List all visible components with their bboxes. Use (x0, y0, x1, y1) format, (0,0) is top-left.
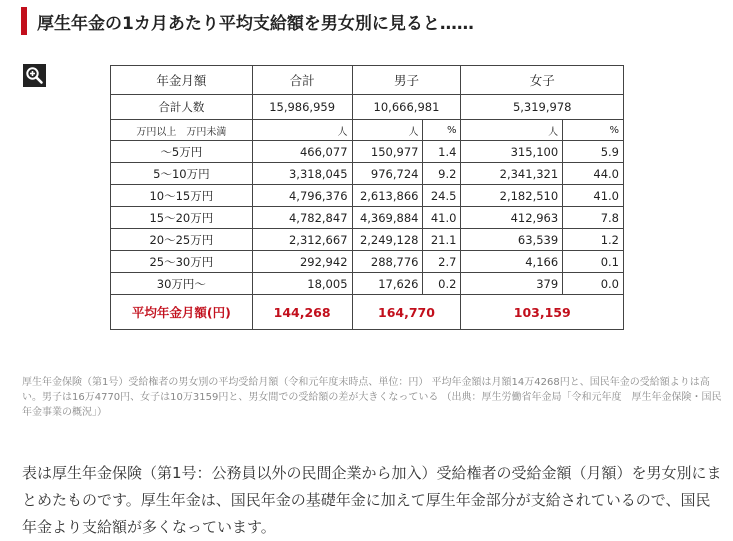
table-cell: 21.1 (423, 229, 461, 251)
table-cell: 合計人数 (111, 95, 253, 120)
table-cell: 292,942 (252, 251, 352, 273)
table-cell: 10,666,981 (352, 95, 461, 120)
table-cell: 15～20万円 (111, 207, 253, 229)
table-cell: 2,312,667 (252, 229, 352, 251)
table-cell: 2,613,866 (352, 185, 423, 207)
table-cell: 5.9 (563, 141, 624, 163)
table-cell: 万円以上 万円未満 (111, 120, 253, 141)
table-cell: 17,626 (352, 273, 423, 295)
table-cell: 5,319,978 (461, 95, 624, 120)
table-cell: 15,986,959 (252, 95, 352, 120)
table-cell: 976,724 (352, 163, 423, 185)
table-caption: 厚生年金保険（第1号）受給権者の男女別の平均受給月額（令和元年度末時点、単位：円） 平均年金額は月額14万4268円と、国民年金の受給額よりは高い。男子は16万4770円、女子は10万3159円と、男女間での受給額の差が大きくなっている （出典：厚生労働省年金局「令和元年度 厚生年金保険・国民年金事業の概況」） (22, 377, 722, 418)
table-cell: 164,770 (352, 295, 461, 330)
table-cell: 412,963 (461, 207, 563, 229)
table-header-row (111, 66, 624, 95)
table-cell: 人 (352, 120, 423, 141)
article-heading (0, 6, 733, 36)
table-cell: 144,268 (252, 295, 352, 330)
table-row (111, 229, 624, 251)
table-cell: 4,369,884 (352, 207, 423, 229)
header-cell: 女子 (461, 66, 624, 95)
table-cell: 41.0 (563, 185, 624, 207)
table-cell: 人 (252, 120, 352, 141)
table-cell: 2,341,321 (461, 163, 563, 185)
header-cell: 男子 (352, 66, 461, 95)
table-cell: 2,182,510 (461, 185, 563, 207)
table-cell: 41.0 (423, 207, 461, 229)
table-cell: 4,796,376 (252, 185, 352, 207)
table-row (111, 251, 624, 273)
table-cell: 379 (461, 273, 563, 295)
table-row (111, 207, 624, 229)
table-cell: 25～30万円 (111, 251, 253, 273)
table-cell: 0.1 (563, 251, 624, 273)
table-cell: 4,782,847 (252, 207, 352, 229)
table-cell: 30万円～ (111, 273, 253, 295)
table-cell: 63,539 (461, 229, 563, 251)
table-cell: % (423, 120, 461, 141)
table-cell: 1.2 (563, 229, 624, 251)
heading-title: 厚生年金の1カ月あたり平均支給額を男女別に見ると…… (37, 14, 474, 34)
table-cell: 1.4 (423, 141, 461, 163)
table-row (111, 141, 624, 163)
table-cell: 10～15万円 (111, 185, 253, 207)
table-cell: 4,166 (461, 251, 563, 273)
table-cell: 3,318,045 (252, 163, 352, 185)
table-cell: 44.0 (563, 163, 624, 185)
table-cell: 20～25万円 (111, 229, 253, 251)
table-cell: 2,249,128 (352, 229, 423, 251)
table-cell: 9.2 (423, 163, 461, 185)
table-cell: 18,005 (252, 273, 352, 295)
table-cell: 人 (461, 120, 563, 141)
table-cell: 0.2 (423, 273, 461, 295)
table-cell: 288,776 (352, 251, 423, 273)
table-cell: 103,159 (461, 295, 624, 330)
average-row (111, 295, 624, 330)
header-cell: 合計 (252, 66, 352, 95)
table-cell: 2.7 (423, 251, 461, 273)
table-count-row (111, 95, 624, 120)
table-cell: 0.0 (563, 273, 624, 295)
table-row (111, 273, 624, 295)
pension-table (110, 65, 624, 330)
table-row (111, 185, 624, 207)
table-cell: 7.8 (563, 207, 624, 229)
table-cell: ～5万円 (111, 141, 253, 163)
table-cell: % (563, 120, 624, 141)
table-row (111, 163, 624, 185)
table-cell: 315,100 (461, 141, 563, 163)
table-cell: 150,977 (352, 141, 423, 163)
table-cell: 24.5 (423, 185, 461, 207)
article-paragraph: 表は厚生年金保険（第1号：公務員以外の民間企業から加入）受給権者の受給金額（月額）を男女別にまとめたものです。厚生年金は、国民年金の基礎年金に加えて厚生年金部分が支給されているので、国民年金より支給額が多くなっています。 (22, 464, 722, 536)
heading-accent-bar (21, 7, 27, 35)
table-units-row (111, 120, 624, 141)
table-cell: 平均年金月額(円) (111, 295, 253, 330)
header-cell: 年金月額 (111, 66, 253, 95)
table-cell: 5～10万円 (111, 163, 253, 185)
zoom-in-icon[interactable] (23, 64, 46, 87)
table-cell: 466,077 (252, 141, 352, 163)
